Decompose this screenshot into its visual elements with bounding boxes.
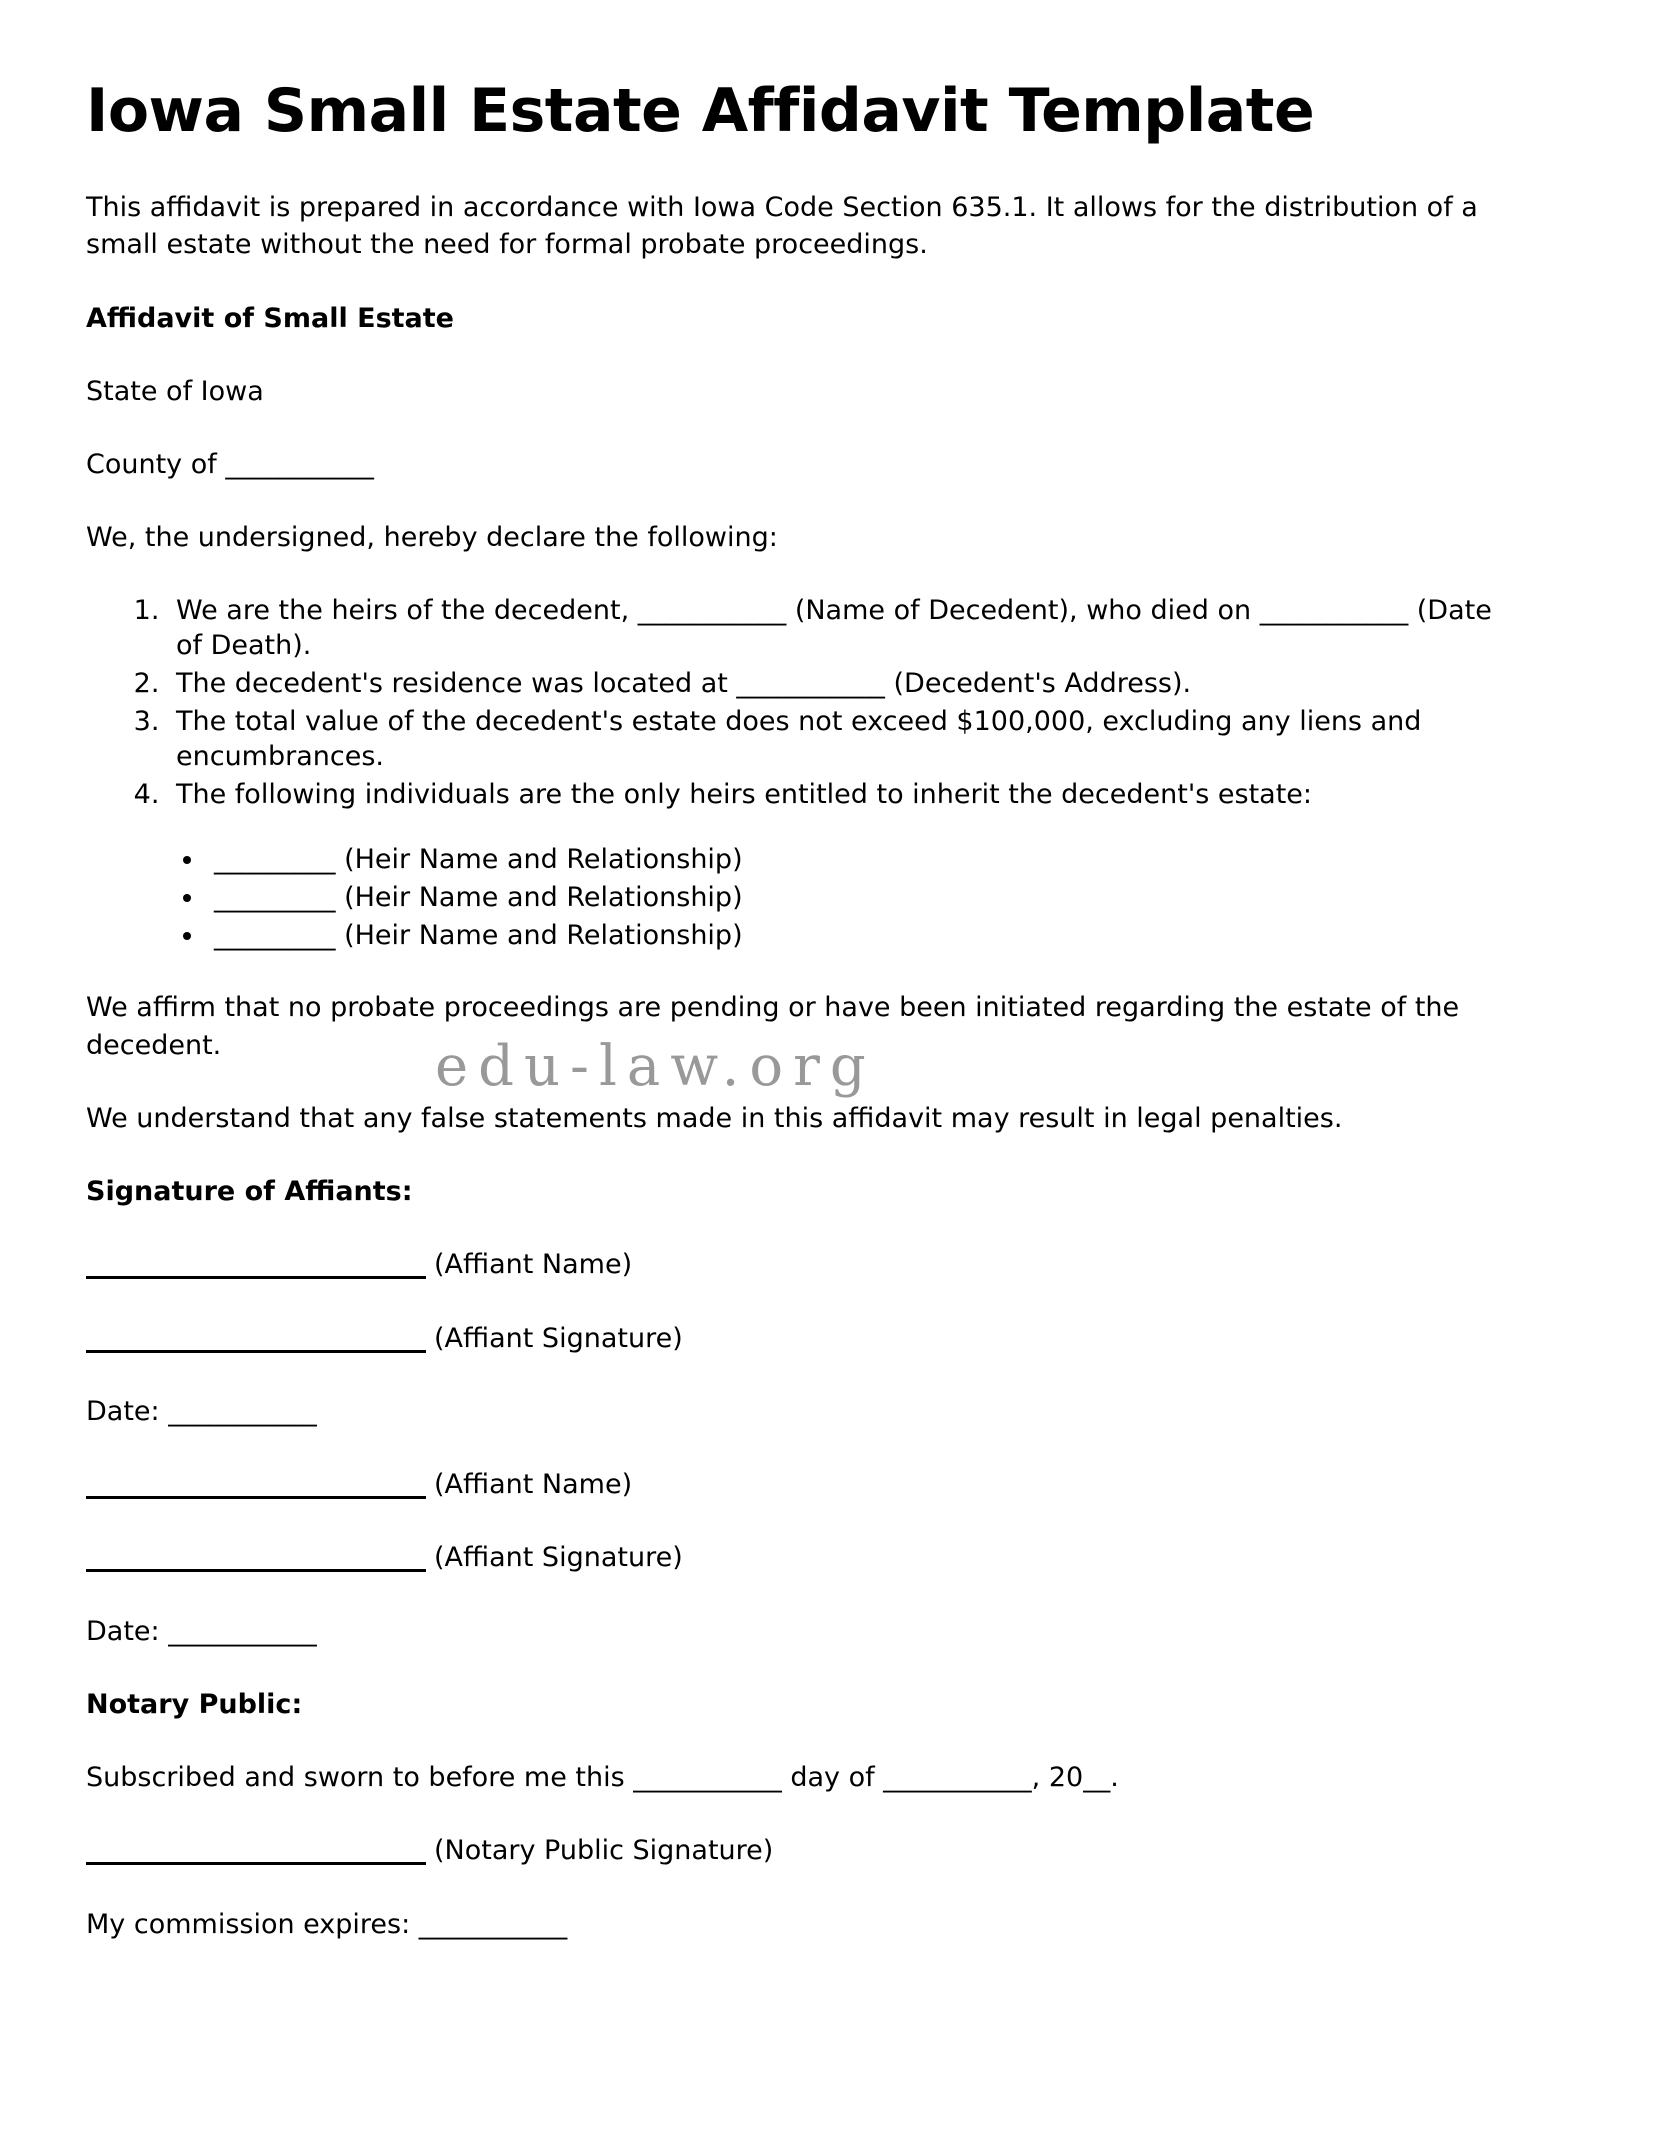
affiant-2-signature-row — [86, 1539, 1578, 1576]
notary-signature-blank — [86, 1862, 426, 1865]
page-title: Iowa Small Estate Affidavit Template — [86, 76, 1315, 146]
affidavit-heading: Affidavit of Small Estate — [86, 302, 454, 334]
document-content — [86, 78, 1578, 1943]
notary-signature-label: (Notary Public Signature) — [434, 1835, 774, 1867]
affiant-1-date-line: Date: ___________ — [86, 1395, 317, 1427]
notary-sworn-line: Subscribed and sworn to before me this ___________ day of ___________, 20__. — [86, 1762, 1119, 1794]
county-line: County of ___________ — [86, 449, 374, 481]
signature-heading: Signature of Affiants: — [86, 1176, 413, 1208]
state-line: State of Iowa — [86, 375, 264, 407]
affiant-1-signature-label: (Affiant Signature) — [434, 1322, 683, 1354]
affiant-2-signature-blank — [86, 1569, 426, 1572]
affiant-2-name-label: (Affiant Name) — [434, 1469, 633, 1501]
list-item: • _________ (Heir Name and Relationship) — [206, 918, 1578, 954]
declaration-lead: We, the undersigned, hereby declare the following: — [86, 522, 778, 554]
affiant-2-name-blank — [86, 1496, 426, 1499]
declaration-list — [86, 593, 1578, 813]
commission-expires-line: My commission expires: ___________ — [86, 1908, 568, 1940]
affiant-2-name-row — [86, 1466, 1578, 1503]
list-item: • _________ (Heir Name and Relationship) — [206, 880, 1578, 916]
list-item: • _________ (Heir Name and Relationship) — [206, 842, 1578, 878]
affiant-1-name-label: (Affiant Name) — [434, 1249, 633, 1281]
affiant-1-signature-row — [86, 1320, 1578, 1357]
understand-paragraph: We understand that any false statements made in this affidavit may result in legal penalties. — [86, 1102, 1343, 1134]
affirm-paragraph: We affirm that no probate proceedings are pending or have been initiated regarding the estate of the decedent. — [86, 992, 1460, 1061]
notary-heading: Notary Public: — [86, 1688, 303, 1720]
intro-paragraph: This affidavit is prepared in accordance with Iowa Code Section 635.1. It allows for the distribution of a small estate without the need for formal probate proceedings. — [86, 192, 1478, 261]
list-item: 2. The decedent's residence was located at ___________ (Decedent's Address). — [168, 666, 1508, 702]
list-item: 1. We are the heirs of the decedent, ___________ (Name of Decedent), who died on ___________ (Date of Death). — [168, 593, 1508, 664]
notary-signature-row — [86, 1832, 1578, 1869]
affiant-1-name-blank — [86, 1276, 426, 1279]
affiant-2-date-line: Date: ___________ — [86, 1615, 317, 1647]
list-item: 4. The following individuals are the only heirs entitled to inherit the decedent's estate: — [168, 777, 1508, 813]
heir-list — [86, 842, 1578, 953]
affiant-1-signature-blank — [86, 1350, 426, 1353]
affiant-1-name-row — [86, 1246, 1578, 1283]
list-item: 3. The total value of the decedent's estate does not exceed $100,000, excluding any liens and encumbrances. — [168, 704, 1508, 775]
watermark-text: edu-law.org — [435, 1034, 876, 1099]
affiant-2-signature-label: (Affiant Signature) — [434, 1542, 683, 1574]
